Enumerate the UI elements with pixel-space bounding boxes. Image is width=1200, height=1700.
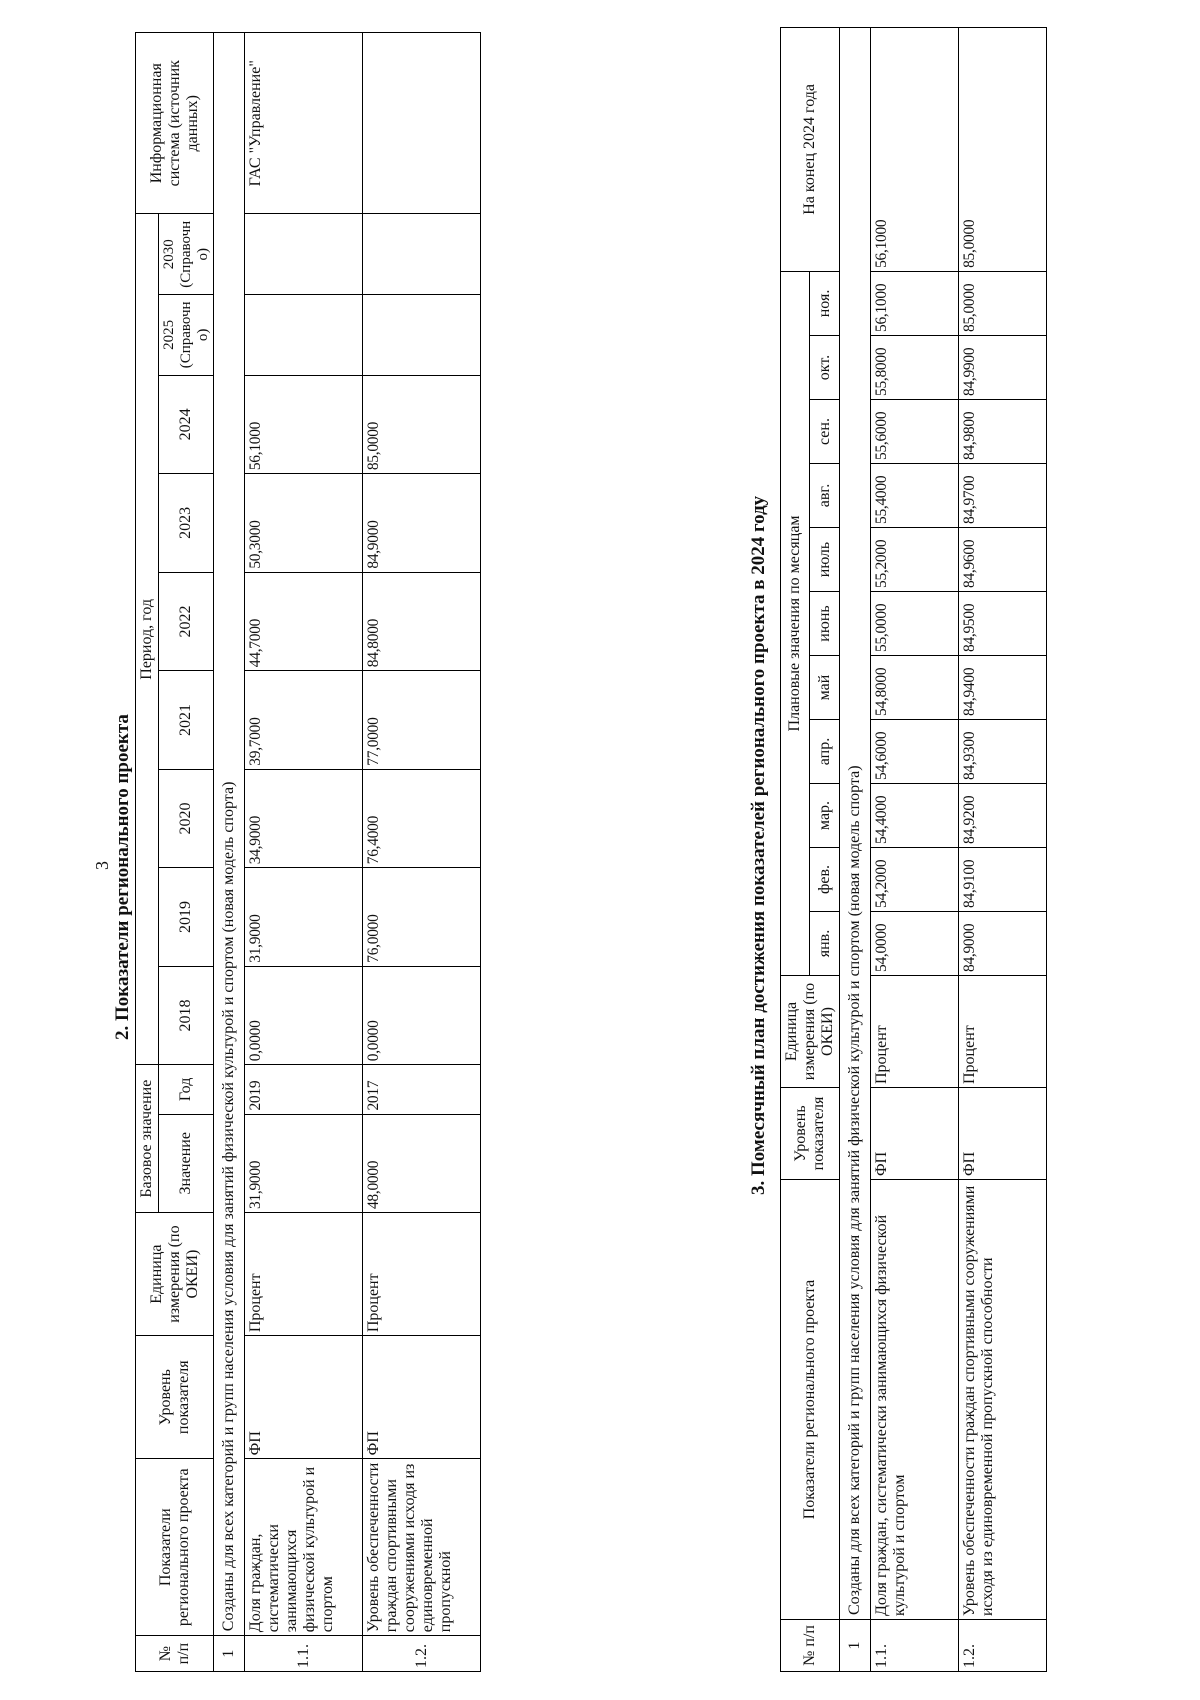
- section-num: 1: [839, 1620, 870, 1672]
- page-number: 3: [92, 861, 112, 870]
- row-value: 54,2000: [870, 848, 958, 912]
- col-base-header: Базовое значение: [136, 1065, 159, 1213]
- row-base-year: 2017: [363, 1065, 481, 1114]
- row-unit: Процент: [870, 976, 958, 1088]
- table-row: [363, 33, 481, 1672]
- row-value: 84,9100: [958, 848, 1046, 912]
- row-value: 84,9800: [958, 400, 1046, 464]
- section-text: Созданы для всех категорий и групп населения условия для занятий физической культурой и спортом (новая модель спорта): [839, 27, 870, 1619]
- row-level: ФП: [958, 1088, 1046, 1180]
- row-value: 55,4000: [870, 464, 958, 528]
- table-row: [870, 27, 958, 1671]
- col-unit-header: Единица измерения (по ОКЕИ): [781, 976, 840, 1088]
- col-source-header: Информационная система (источник данных): [136, 33, 214, 214]
- section-num: 1: [214, 1636, 245, 1672]
- month-header: янв.: [810, 912, 839, 976]
- month-header: май: [810, 656, 839, 720]
- row-base-value: 31,9000: [245, 1114, 363, 1213]
- row-value: 84,9400: [958, 656, 1046, 720]
- month-header: июнь: [810, 592, 839, 656]
- col-num-header: № п/п: [136, 1636, 214, 1672]
- col-unit-header: Единица измерения (по ОКЕИ): [136, 1213, 214, 1336]
- row-value: 55,2000: [870, 528, 958, 592]
- year-header: 2021: [158, 671, 213, 770]
- row-value: 77,0000: [363, 671, 481, 770]
- month-header: сен.: [810, 400, 839, 464]
- row-value: [245, 295, 363, 376]
- row-num: 1.2.: [363, 1636, 481, 1672]
- row-level: ФП: [870, 1088, 958, 1180]
- row-value: 85,0000: [363, 375, 481, 474]
- row-base-year: 2019: [245, 1065, 363, 1114]
- month-header: фев.: [810, 848, 839, 912]
- year-header: 2025 (Справочно): [158, 295, 213, 376]
- indicators-table: [135, 32, 481, 1672]
- row-value: 44,7000: [245, 572, 363, 671]
- row-name: Уровень обеспеченности граждан спортивными сооружениями исходя из единовременной пропускной: [363, 1459, 481, 1636]
- section-2-title: 2. Показатели регионального проекта: [112, 714, 133, 1040]
- row-value: 50,3000: [245, 474, 363, 573]
- col-monthly-header: Плановые значения по месяцам: [781, 271, 810, 975]
- month-header: ноя.: [810, 271, 839, 335]
- row-end: 85,0000: [958, 27, 1046, 271]
- row-value: [245, 214, 363, 295]
- section-text: Созданы для всех категорий и групп населения условия для занятий физической культурой и спортом (новая модель спорта): [214, 33, 245, 1636]
- row-unit: Процент: [245, 1213, 363, 1336]
- col-name-header: Показатели регионального проекта: [136, 1459, 214, 1636]
- month-header: апр.: [810, 720, 839, 784]
- section-row: [839, 27, 870, 1671]
- row-source: [363, 33, 481, 214]
- monthly-plan-table: [780, 27, 1047, 1672]
- table-row: [245, 33, 363, 1672]
- row-value: 84,9600: [958, 528, 1046, 592]
- row-value: 55,0000: [870, 592, 958, 656]
- row-level: ФП: [245, 1336, 363, 1459]
- row-num: 1.1.: [245, 1636, 363, 1672]
- row-value: 31,9000: [245, 868, 363, 967]
- col-end-header: На конец 2024 года: [781, 27, 840, 271]
- row-end: 56,1000: [870, 27, 958, 271]
- col-level-header: Уровень показателя: [136, 1336, 214, 1459]
- year-header: 2020: [158, 769, 213, 868]
- row-value: 0,0000: [245, 966, 363, 1065]
- row-value: 84,9300: [958, 720, 1046, 784]
- row-num: 1.2.: [958, 1620, 1046, 1672]
- row-value: [363, 295, 481, 376]
- year-header: 2024: [158, 375, 213, 474]
- row-unit: Процент: [363, 1213, 481, 1336]
- row-value: 84,9000: [363, 474, 481, 573]
- section-3-title: 3. Помесячный план достижения показателей регионального проекта в 2024 году: [748, 495, 769, 1195]
- row-value: 54,6000: [870, 720, 958, 784]
- row-value: 84,9500: [958, 592, 1046, 656]
- row-value: 54,8000: [870, 656, 958, 720]
- row-value: 0,0000: [363, 966, 481, 1065]
- month-header: июль: [810, 528, 839, 592]
- row-value: 56,1000: [870, 271, 958, 335]
- row-name: Уровень обеспеченности граждан спортивными сооружениями исходя из единовременной пропускной способности: [958, 1180, 1046, 1620]
- row-value: 84,9900: [958, 336, 1046, 400]
- month-header: авг.: [810, 464, 839, 528]
- base-year-header: Год: [158, 1065, 213, 1114]
- col-level-header: Уровень показателя: [781, 1088, 840, 1180]
- row-unit: Процент: [958, 976, 1046, 1088]
- row-value: 55,8000: [870, 336, 958, 400]
- row-value: 54,4000: [870, 784, 958, 848]
- row-level: ФП: [363, 1336, 481, 1459]
- row-value: 55,6000: [870, 400, 958, 464]
- month-header: окт.: [810, 336, 839, 400]
- row-value: 39,7000: [245, 671, 363, 770]
- row-value: 34,9000: [245, 769, 363, 868]
- row-base-value: 48,0000: [363, 1114, 481, 1213]
- year-header: 2022: [158, 572, 213, 671]
- row-value: 54,0000: [870, 912, 958, 976]
- month-header: мар.: [810, 784, 839, 848]
- year-header: 2030 (Справочно): [158, 214, 213, 295]
- year-header: 2019: [158, 868, 213, 967]
- row-name: Доля граждан, систематически занимающихся физической культурой и спортом: [870, 1180, 958, 1620]
- row-source: ГАС "Управление": [245, 33, 363, 214]
- year-header: 2018: [158, 966, 213, 1065]
- section-row: [214, 33, 245, 1672]
- row-value: 56,1000: [245, 375, 363, 474]
- row-value: 84,9700: [958, 464, 1046, 528]
- row-name: Доля граждан, систематически занимающихся физической культурой и спортом: [245, 1459, 363, 1636]
- header-row-1: [781, 27, 810, 1671]
- row-value: 84,9000: [958, 912, 1046, 976]
- table-row: [958, 27, 1046, 1671]
- col-name-header: Показатели регионального проекта: [781, 1180, 840, 1620]
- row-value: 76,4000: [363, 769, 481, 868]
- col-period-header: Период, год: [136, 214, 159, 1065]
- base-value-header: Значение: [158, 1114, 213, 1213]
- row-value: 85,0000: [958, 271, 1046, 335]
- year-header: 2023: [158, 474, 213, 573]
- row-value: 84,8000: [363, 572, 481, 671]
- row-value: 84,9200: [958, 784, 1046, 848]
- row-value: 76,0000: [363, 868, 481, 967]
- header-row-1: [136, 33, 159, 1672]
- row-value: [363, 214, 481, 295]
- row-num: 1.1.: [870, 1620, 958, 1672]
- col-num-header: № п/п: [781, 1620, 840, 1672]
